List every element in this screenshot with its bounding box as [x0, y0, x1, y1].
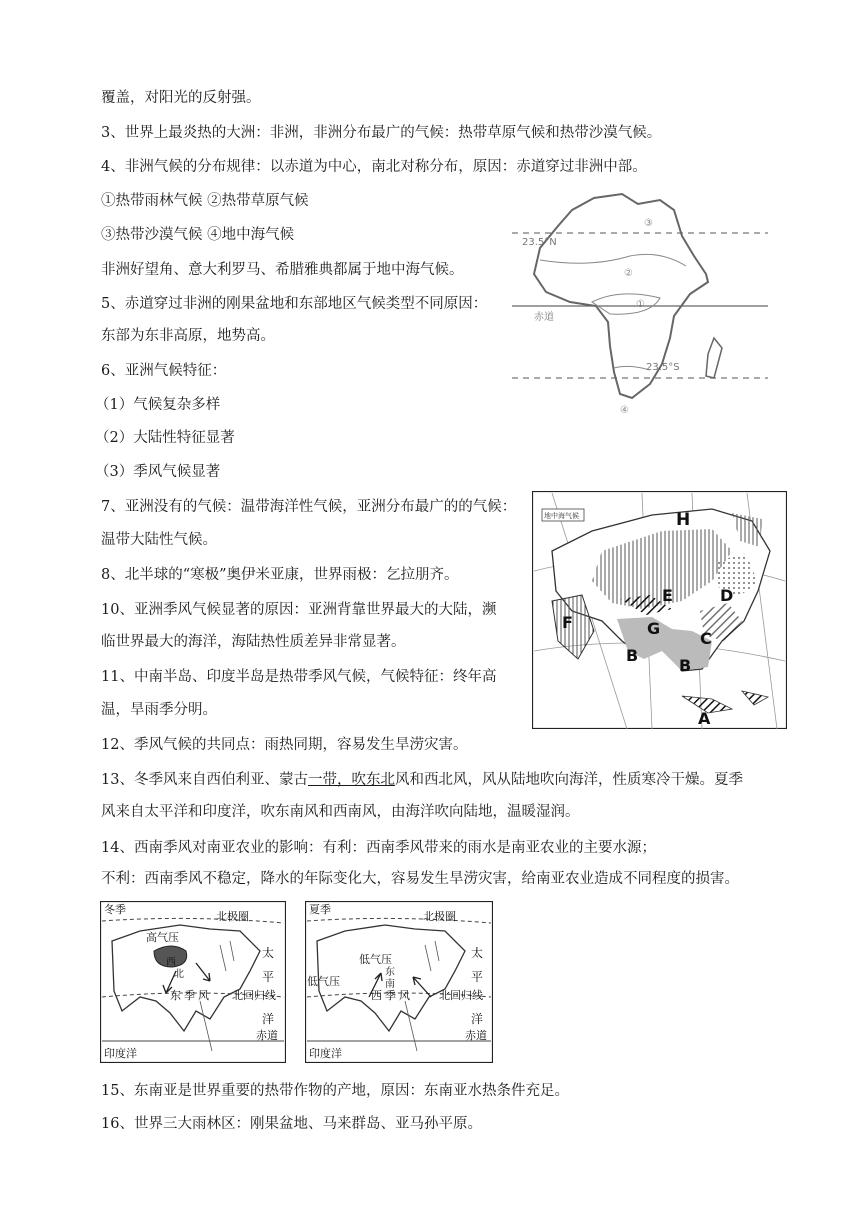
text-line-8: 东部为东非高原，地势高。	[101, 328, 275, 344]
text-line-11: （2）大陆性特征显著	[95, 430, 235, 446]
summer-monsoon-map	[305, 901, 493, 1063]
summer-ocean-char-3: 洋	[471, 1012, 484, 1026]
asia-climate-map	[532, 491, 787, 729]
summer-pressure-label: 低气压	[359, 953, 392, 966]
text-line-22: 风来自太平洋和印度洋，吹东南风和西南风，由海洋吹向陆地，温暖湿润。	[101, 804, 580, 820]
winter-ocean-char-2: 平	[262, 970, 275, 984]
text-line-26: 16、世界三大雨林区：刚果盆地、马来群岛、亚马孙平原。	[101, 1116, 482, 1132]
zone-boundary-north	[540, 254, 686, 266]
summer-wind-char-3: 西	[371, 989, 382, 1002]
region-label-b-west: B	[626, 646, 639, 665]
winter-monsoon-map	[100, 901, 286, 1063]
text-line-4: ①热带雨林气候 ②热带草原气候	[101, 193, 309, 209]
summer-arctic-label: 北极圈	[423, 910, 456, 923]
text-line-7: 5、赤道穿过非洲的刚果盆地和东部地区气候类型不同原因：	[101, 296, 488, 312]
winter-wind-char-3: 东	[170, 989, 181, 1002]
equator-label: 赤道	[534, 312, 554, 323]
summer-ocean-char-1: 太	[471, 946, 484, 960]
winter-tropic-label: 北回归线	[232, 989, 276, 1002]
text-line-25: 15、东南亚是世界重要的热带作物的产地，原因：东南亚水热条件充足。	[101, 1083, 569, 1099]
summer-pressure-label-2: 低气压	[307, 975, 340, 988]
winter-wind-char-1: 西	[166, 957, 176, 968]
summer-wind-char-5: 风	[399, 989, 410, 1002]
winter-wind-char-5: 风	[198, 989, 209, 1002]
zone-boundary-rainforest	[592, 294, 660, 314]
winter-ocean-char-1: 太	[262, 946, 275, 960]
text-line-21	[101, 770, 743, 790]
winter-indian-ocean-label: 印度洋	[104, 1047, 137, 1060]
summer-tropic-label: 北回归线	[439, 989, 483, 1002]
zone-4-label: ④	[620, 405, 629, 416]
text-line-21-part-c: 风和西北风，风从陆地吹向海洋，性质寒冷干燥。夏季	[394, 772, 743, 788]
region-label-a: A	[698, 709, 711, 728]
region-label-g: G	[647, 619, 661, 638]
tropic-south-label: 23.5°S	[646, 362, 680, 373]
madagascar-outline	[706, 338, 722, 378]
tropic-north-label: 23.5°N	[522, 237, 557, 248]
zone-1-label: ①	[636, 299, 645, 310]
text-line-24: 不利：西南季风不稳定，降水的年际变化大，容易发生旱涝灾害，给南亚农业造成不同程度的损害。	[101, 871, 739, 887]
region-label-c: C	[700, 629, 712, 648]
winter-pressure-label: 高气压	[146, 931, 179, 944]
africa-climate-map	[510, 188, 770, 428]
text-line-9: 6、亚洲气候特征：	[101, 363, 227, 379]
text-line-1: 覆盖，对阳光的反射强。	[101, 90, 261, 106]
legend-label: 地中海气候	[544, 512, 579, 520]
region-label-d: D	[720, 586, 734, 605]
text-line-23: 14、西南季风对南亚农业的影响：有利：西南季风带来的雨水是南亚农业的主要水源；	[101, 840, 656, 856]
zone-2-label: ②	[624, 268, 633, 279]
summer-equator-label: 赤道	[465, 1029, 487, 1042]
text-line-21-part-a: 13、冬季风来自西伯利亚、蒙古	[101, 772, 308, 788]
text-line-10: （1）气候复杂多样	[95, 397, 221, 413]
winter-wind-char-2: 北	[174, 969, 184, 980]
summer-wind-char-4: 季	[385, 989, 396, 1002]
region-label-e: E	[662, 586, 673, 605]
region-label-b-east: B	[679, 656, 692, 675]
text-line-18: 11、中南半岛、印度半岛是热带季风气候，气候特征：终年高	[101, 669, 497, 685]
winter-ocean-char-3: 洋	[262, 1012, 275, 1026]
text-line-21-underlined: 一带，吹东北	[307, 772, 395, 788]
text-line-14: 温带大陆性气候。	[101, 532, 217, 548]
winter-equator-label: 赤道	[256, 1029, 278, 1042]
winter-wind-char-4: 季	[184, 989, 195, 1002]
zone-boundary-south	[614, 366, 650, 370]
text-line-13: 7、亚洲没有的气候：温带海洋性气候，亚洲分布最广的的气候：	[101, 499, 517, 515]
text-line-12: （3）季风气候显著	[95, 464, 221, 480]
text-line-5: ③热带沙漠气候 ④地中海气候	[101, 227, 295, 243]
text-line-16: 10、亚洲季风气候显著的原因：亚洲背靠世界最大的大陆，濒	[101, 602, 497, 618]
summer-indian-ocean-label: 印度洋	[309, 1047, 342, 1060]
winter-season-label: 冬季	[104, 903, 126, 916]
text-line-2: 3、世界上最炎热的大洲：非洲，非洲分布最广的气候：热带草原气候和热带沙漠气候。	[101, 125, 662, 141]
summer-ocean-char-2: 平	[471, 970, 484, 984]
region-label-f: F	[562, 613, 573, 632]
text-line-6: 非洲好望角、意大利罗马、希腊雅典都属于地中海气候。	[101, 262, 464, 278]
text-line-20: 12、季风气候的共同点：雨热同期，容易发生旱涝灾害。	[101, 737, 468, 753]
text-line-3: 4、非洲气候的分布规律：以赤道为中心，南北对称分布，原因：赤道穿过非洲中部。	[101, 159, 647, 175]
summer-wind-char-1: 东	[385, 967, 395, 978]
winter-arctic-label: 北极圈	[216, 910, 249, 923]
text-line-19: 温，旱雨季分明。	[101, 702, 217, 718]
region-label-h: H	[676, 510, 691, 530]
text-line-15: 8、北半球的“寒极”奥伊米亚康，世界雨极：乞拉朋齐。	[101, 567, 459, 583]
summer-season-label: 夏季	[309, 903, 331, 916]
zone-3-label: ③	[644, 218, 653, 229]
summer-wind-char-2: 南	[385, 979, 395, 990]
africa-outline	[534, 194, 708, 398]
text-line-17: 临世界最大的海洋，海陆热性质差异非常显著。	[101, 634, 406, 650]
